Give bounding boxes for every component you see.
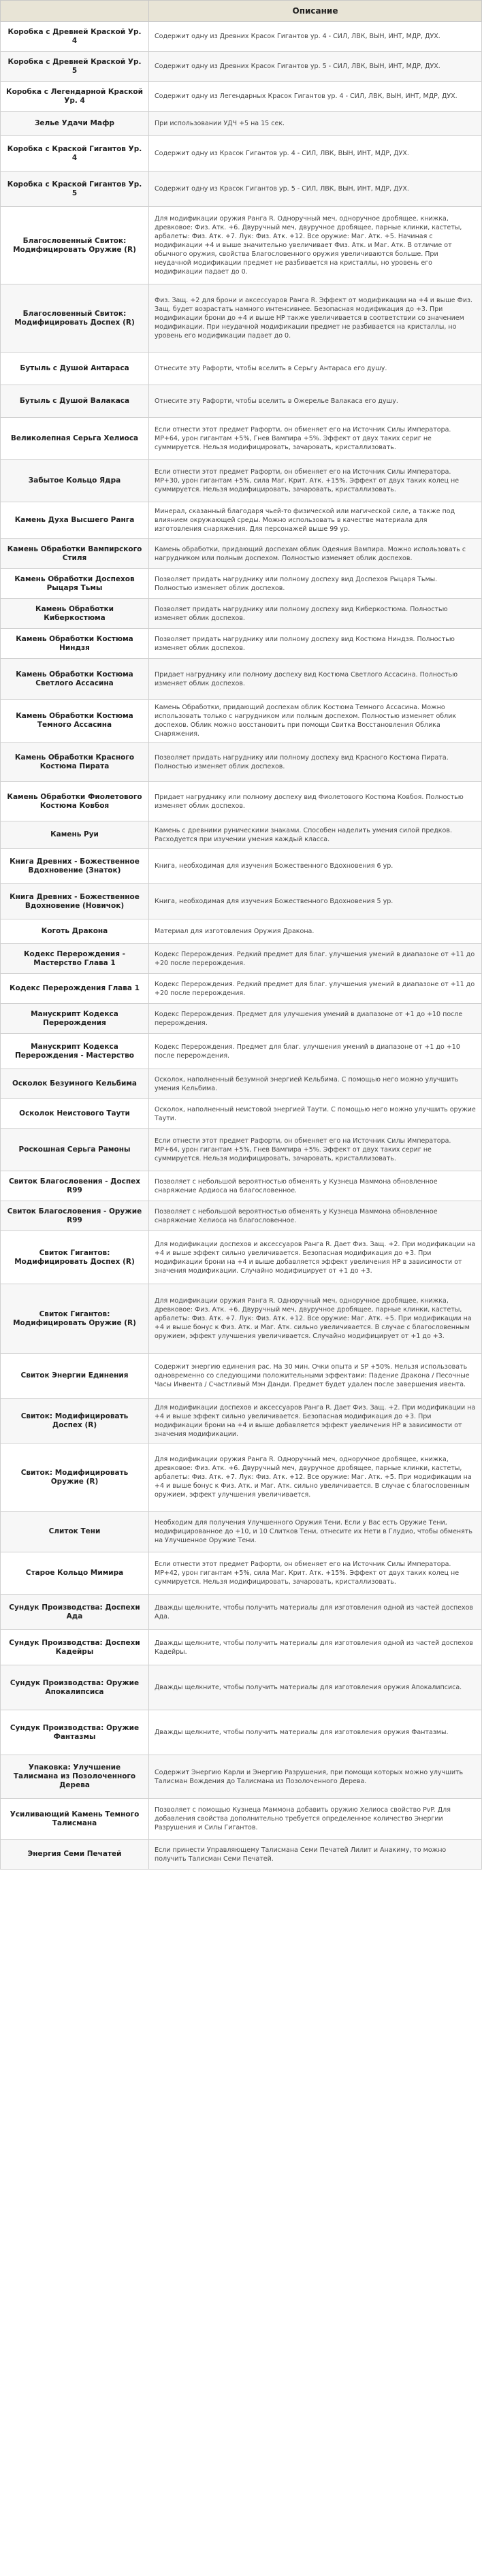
table-header-row bbox=[1, 1, 482, 22]
table-row bbox=[1, 821, 482, 849]
name-column-header bbox=[1, 1, 149, 22]
item-description: Если отнести этот предмет Рафорти, он обменяет его на Источник Силы Императора. MP+64, урон гигантам +5%, Гнев Вампира +5%. Эффект от двух таких сериг не суммируется. Нельзя модифицировать, зачаровать, кристаллизовать. bbox=[149, 418, 482, 460]
item-name: Старое Кольцо Мимира bbox=[1, 1552, 149, 1595]
table-row bbox=[1, 460, 482, 502]
table-row bbox=[1, 1034, 482, 1069]
item-description: Позволяет придать нагруднику или полному доспеху вид Киберкостюма. Полностью изменяет облик доспехов. bbox=[149, 599, 482, 629]
item-description: Позволяет придать нагруднику или полному доспеху вид Доспехов Рыцаря Тьмы. Полностью изменяет облик доспехов. bbox=[149, 569, 482, 599]
item-description: Кодекс Перерождения. Редкий предмет для благ. улучшения умений в диапазоне от +11 до +20 после перерождения. bbox=[149, 944, 482, 974]
item-name: Благословенный Свиток: Модифицировать Оружие (R) bbox=[1, 207, 149, 284]
item-name: Кодекс Перерождения Глава 1 bbox=[1, 974, 149, 1004]
item-name: Благословенный Свиток: Модифицировать Доспех (R) bbox=[1, 284, 149, 353]
item-description: Кодекс Перерождения. Редкий предмет для благ. улучшения умений в диапазоне от +11 до +20 после перерождения. bbox=[149, 974, 482, 1004]
item-description: Дважды щелкните, чтобы получить материалы для изготовления оружия Апокалипсиса. bbox=[149, 1665, 482, 1710]
item-description: Дважды щелкните, чтобы получить материалы для изготовления одной из частей доспехов Ада. bbox=[149, 1595, 482, 1630]
table-row bbox=[1, 353, 482, 385]
item-description: Дважды щелкните, чтобы получить материалы для изготовления оружия Фантазмы. bbox=[149, 1710, 482, 1755]
table-row bbox=[1, 1171, 482, 1201]
item-name: Свиток Благословения - Доспех R99 bbox=[1, 1171, 149, 1201]
table-row bbox=[1, 502, 482, 539]
table-row bbox=[1, 1444, 482, 1512]
item-name: Камень Обработки Фиолетового Костюма Ковбоя bbox=[1, 782, 149, 821]
item-description: Необходим для получения Улучшенного Оружия Тени. Если у Вас есть Оружие Тени, модифицированное до +10, и 10 Слитков Тени, отнесите их Нети в Глудио, чтобы обменять на Улучшенное Оружие Тени. bbox=[149, 1512, 482, 1552]
table-row bbox=[1, 284, 482, 353]
item-description: Кодекс Перерождения. Предмет для благ. улучшения умений в диапазоне от +1 до +10 после перерождения. bbox=[149, 1034, 482, 1069]
item-description: Если принести Управляющему Талисмана Семи Печатей Лилит и Анакиму, то можно получить Талисман Семи Печатей. bbox=[149, 1840, 482, 1870]
item-description: Минерал, сказанный благодаря чьей-то физической или магической силе, а также под влиянием окружающей среды. Можно использовать в качестве материала для изготовления снаряжения. Для персонажей выше 99 ур. bbox=[149, 502, 482, 539]
item-description: Содержит одну из Древних Красок Гигантов ур. 5 - СИЛ, ЛВК, ВЫН, ИНТ, МДР, ДУХ. bbox=[149, 52, 482, 82]
item-description: Для модификации оружия Ранга R. Одноручный меч, одноручное дробящее, книжка, древковое: Физ. Атк. +6. Двуручный меч, двуручное дробящее, парные клинки, кастеты, арбалеты: Физ. Атк. +7. Лук: Физ. Атк. +12. Все оружие: Маг. Атк. +5. При модификации на +4 и выше бонус к Физ. Атк. и Маг. Атк. сильно увеличивается. В случае с благословенным оружием, эффект улучшения увеличивается. Случайно модифицирует от +1 до +3. bbox=[149, 1284, 482, 1354]
item-name: Коробка с Древней Краской Ур. 4 bbox=[1, 22, 149, 52]
table-row bbox=[1, 1840, 482, 1870]
table-row bbox=[1, 1284, 482, 1354]
description-column-header: Описание bbox=[149, 1, 482, 22]
item-name: Свиток Благословения - Оружие R99 bbox=[1, 1201, 149, 1231]
item-name: Кодекс Перерождения - Мастерство Глава 1 bbox=[1, 944, 149, 974]
item-name: Свиток: Модифицировать Доспех (R) bbox=[1, 1399, 149, 1444]
table-row bbox=[1, 743, 482, 782]
item-name: Камень Обработки Красного Костюма Пирата bbox=[1, 743, 149, 782]
item-name: Энергия Семи Печатей bbox=[1, 1840, 149, 1870]
table-row bbox=[1, 1069, 482, 1099]
table-row bbox=[1, 82, 482, 112]
table-row bbox=[1, 1552, 482, 1595]
table-row bbox=[1, 849, 482, 884]
item-name: Книга Древних - Божественное Вдохновение (Знаток) bbox=[1, 849, 149, 884]
item-name: Камень Обработки Вампирского Стиля bbox=[1, 539, 149, 569]
item-name: Книга Древних - Божественное Вдохновение (Новичок) bbox=[1, 884, 149, 919]
item-name: Камень Обработки Костюма Светлого Ассасина bbox=[1, 659, 149, 700]
table-row bbox=[1, 659, 482, 700]
table-row bbox=[1, 1630, 482, 1665]
item-name: Свиток: Модифицировать Оружие (R) bbox=[1, 1444, 149, 1512]
item-name: Коробка с Древней Краской Ур. 5 bbox=[1, 52, 149, 82]
item-name: Манускрипт Кодекса Перерождения - Мастерство bbox=[1, 1034, 149, 1069]
item-description: Содержит одну из Древних Красок Гигантов ур. 4 - СИЛ, ЛВК, ВЫН, ИНТ, МДР, ДУХ. bbox=[149, 22, 482, 52]
table-body bbox=[1, 22, 482, 1870]
item-name: Великолепная Серьга Хелиоса bbox=[1, 418, 149, 460]
table-row bbox=[1, 919, 482, 944]
item-description: Содержит одну из Легендарных Красок Гигантов ур. 4 - СИЛ, ЛВК, ВЫН, ИНТ, МДР, ДУХ. bbox=[149, 82, 482, 112]
item-description: Если отнести этот предмет Рафорти, он обменяет его на Источник Силы Императора. MP+42, урон гигантам +5%, сила Маг. Крит. Атк. +15%. Эффект от двух таких колец не суммируется. Нельзя модифицировать, зачаровать, кристаллизовать. bbox=[149, 1552, 482, 1595]
item-name: Камень Духа Высшего Ранга bbox=[1, 502, 149, 539]
item-name: Роскошная Серьга Рамоны bbox=[1, 1129, 149, 1171]
item-description: Позволяет с небольшой вероятностью обменять у Кузнеца Маммона обновленное снаряжение Ардиоса на благословенное. bbox=[149, 1171, 482, 1201]
table-row bbox=[1, 1755, 482, 1799]
item-name: Сундук Производства: Оружие Фантазмы bbox=[1, 1710, 149, 1755]
item-name: Коробка с Легендарной Краской Ур. 4 bbox=[1, 82, 149, 112]
table-row bbox=[1, 1799, 482, 1840]
item-description: Камень с древними руническими знаками. Способен наделить умения силой предков. Расходуется при изучении умения каждый класса. bbox=[149, 821, 482, 849]
item-description: При использовании УДЧ +5 на 15 сек. bbox=[149, 112, 482, 136]
table-row bbox=[1, 629, 482, 659]
item-name: Камень Обработки Костюма Темного Ассасина bbox=[1, 700, 149, 743]
table-row bbox=[1, 944, 482, 974]
item-name: Усиливающий Камень Темного Талисмана bbox=[1, 1799, 149, 1840]
item-name: Свиток Гигантов: Модифицировать Доспех (R) bbox=[1, 1231, 149, 1284]
item-description: Позволяет с помощью Кузнеца Маммона добавить оружию Хелиоса свойство PvP. Для добавления свойства дополнительно требуется определенное количество Энергии Разрушения и Силы Гигантов. bbox=[149, 1799, 482, 1840]
item-name: Коробка с Краской Гигантов Ур. 4 bbox=[1, 136, 149, 172]
table-row bbox=[1, 207, 482, 284]
item-name: Камень Руи bbox=[1, 821, 149, 849]
item-description: Для модификации доспехов и аксессуаров Ранга R. Дает Физ. Защ. +2. При модификации на +4 и выше эффект сильно увеличивается. Безопасная модификация до +3. При модификации брони на +4 и выше добавляется эффект увеличения HP в зависимости от значения модификации. bbox=[149, 1399, 482, 1444]
item-name: Сундук Производства: Доспехи Ада bbox=[1, 1595, 149, 1630]
item-name: Коготь Дракона bbox=[1, 919, 149, 944]
item-description: Камень Обработки, придающий доспехам облик Костюма Темного Ассасина. Можно использовать только с нагрудником или полным доспехом. Полностью изменяет облик доспехов. Облик можно восстановить при помощи Свитка Восстановления Облика Снаряжения. bbox=[149, 700, 482, 743]
table-row bbox=[1, 1710, 482, 1755]
table-row bbox=[1, 599, 482, 629]
item-name: Сундук Производства: Доспехи Кадейры bbox=[1, 1630, 149, 1665]
table-row bbox=[1, 1129, 482, 1171]
item-name: Забытое Кольцо Ядра bbox=[1, 460, 149, 502]
item-name: Камень Обработки Киберкостюма bbox=[1, 599, 149, 629]
item-name: Манускрипт Кодекса Перерождения bbox=[1, 1004, 149, 1034]
item-name: Осколок Неистового Таути bbox=[1, 1099, 149, 1129]
item-description: Позволяет с небольшой вероятностью обменять у Кузнеца Маммона обновленное снаряжение Хелиоса на благословенное. bbox=[149, 1201, 482, 1231]
item-description: Книга, необходимая для изучения Божественного Вдохновения 5 ур. bbox=[149, 884, 482, 919]
table-row bbox=[1, 52, 482, 82]
item-description: Кодекс Перерождения. Предмет для улучшения умений в диапазоне от +1 до +10 после перерождения. bbox=[149, 1004, 482, 1034]
table-row bbox=[1, 1595, 482, 1630]
item-description: Для модификации доспехов и аксессуаров Ранга R. Дает Физ. Защ. +2. При модификации на +4 и выше эффект сильно увеличивается. Безопасная модификация до +3. При модификации брони на +4 и выше добавляется эффект увеличения HP в зависимости от значения модификации. Случайно модифицирует от +1 до +3. bbox=[149, 1231, 482, 1284]
item-description: Осколок, наполненный безумной энергией Кельбима. С помощью него можно улучшить умения Кельбима. bbox=[149, 1069, 482, 1099]
item-name: Бутыль с Душой Валакаса bbox=[1, 385, 149, 418]
item-description: Осколок, наполненный неистовой энергией Таути. С помощью него можно улучшить оружие Таути. bbox=[149, 1099, 482, 1129]
item-description: Дважды щелкните, чтобы получить материалы для изготовления одной из частей доспехов Кадейры. bbox=[149, 1630, 482, 1665]
item-name: Слиток Тени bbox=[1, 1512, 149, 1552]
table-row bbox=[1, 172, 482, 207]
table-row bbox=[1, 1099, 482, 1129]
item-description: Содержит одну из Красок Гигантов ур. 4 - СИЛ, ЛВК, ВЫН, ИНТ, МДР, ДУХ. bbox=[149, 136, 482, 172]
item-description: Если отнести этот предмет Рафорти, он обменяет его на Источник Силы Императора. MP+30, урон гигантам +5%, сила Маг. Крит. Атк. +15%. Эффект от двух таких колец не суммируется. Нельзя модифицировать, зачаровать, кристаллизовать. bbox=[149, 460, 482, 502]
item-name: Упаковка: Улучшение Талисмана из Позолоченного Дерева bbox=[1, 1755, 149, 1799]
table-row bbox=[1, 136, 482, 172]
table-row bbox=[1, 385, 482, 418]
item-description: Содержит энергию единения рас. На 30 мин. Очки опыта и SP +50%. Нельзя использовать одновременно со следующими положительными эффектами: Падение Дракона / Песочные Часы Инвента / Счастливый Мэн Данди. Предмет будет удален после завершения ивента. bbox=[149, 1354, 482, 1399]
item-description: Книга, необходимая для изучения Божественного Вдохновения 6 ур. bbox=[149, 849, 482, 884]
table-row bbox=[1, 569, 482, 599]
item-description: Отнесите эту Рафорти, чтобы вселить в Ожерелье Валакаса его душу. bbox=[149, 385, 482, 418]
item-description: Содержит одну из Красок Гигантов ур. 5 - СИЛ, ЛВК, ВЫН, ИНТ, МДР, ДУХ. bbox=[149, 172, 482, 207]
item-description: Материал для изготовления Оружия Дракона. bbox=[149, 919, 482, 944]
item-name: Камень Обработки Костюма Ниндзя bbox=[1, 629, 149, 659]
item-description: Для модификации оружия Ранга R. Одноручный меч, одноручное дробящее, книжка, древковое: Физ. Атк. +6. Двуручный меч, двуручное дробящее, парные клинки, кастеты, арбалеты: Физ. Атк. +7. Лук: Физ. Атк. +12. Все оружие: Маг. Атк. +5. При модификации на +4 и выше бонус к Физ. Атк. и Маг. Атк. сильно увеличивается. В случае с благословенным оружием, эффект улучшения увеличивается. bbox=[149, 1444, 482, 1512]
item-name: Зелье Удачи Мафр bbox=[1, 112, 149, 136]
table-row bbox=[1, 539, 482, 569]
item-name: Сундук Производства: Оружие Апокалипсиса bbox=[1, 1665, 149, 1710]
table-row bbox=[1, 22, 482, 52]
item-description: Физ. Защ. +2 для брони и аксессуаров Ранга R. Эффект от модификации на +4 и выше Физ. Защ. будет возрастать намного интенсивнее. Безопасная модификация до +3. При модификации брони до +4 и выше HP также увеличивается в соответствии со значением модификации. При неудачной модификации предмет не разбивается на кристаллы, но уровень его модификации падает до 0. bbox=[149, 284, 482, 353]
table-row bbox=[1, 1399, 482, 1444]
item-name: Свиток Гигантов: Модифицировать Оружие (R) bbox=[1, 1284, 149, 1354]
table-row bbox=[1, 1354, 482, 1399]
table-row bbox=[1, 782, 482, 821]
item-description: Камень обработки, придающий доспехам облик Одеяния Вампира. Можно использовать с нагрудником или полным доспехом. Полностью изменяет облик доспехов. bbox=[149, 539, 482, 569]
item-description: Отнесите эту Рафорти, чтобы вселить в Серьгу Антараса его душу. bbox=[149, 353, 482, 385]
table-row bbox=[1, 884, 482, 919]
item-description: Придает нагруднику или полному доспеху вид Костюма Светлого Ассасина. Полностью изменяет облик доспехов. bbox=[149, 659, 482, 700]
table-row bbox=[1, 1004, 482, 1034]
item-description: Позволяет придать нагруднику или полному доспеху вид Костюма Ниндзя. Полностью изменяет облик доспехов. bbox=[149, 629, 482, 659]
item-description: Придает нагруднику или полному доспеху вид Фиолетового Костюма Ковбоя. Полностью изменяет облик доспехов. bbox=[149, 782, 482, 821]
item-description: Если отнести этот предмет Рафорти, он обменяет его на Источник Силы Императора. MP+64, урон гигантам +5%, Гнев Вампира +5%. Эффект от двух таких сериг не суммируется. Нельзя модифицировать, зачаровать, кристаллизовать. bbox=[149, 1129, 482, 1171]
item-description: Позволяет придать нагруднику или полному доспеху вид Красного Костюма Пирата. Полностью изменяет облик доспехов. bbox=[149, 743, 482, 782]
item-name: Свиток Энергии Единения bbox=[1, 1354, 149, 1399]
item-name: Осколок Безумного Кельбима bbox=[1, 1069, 149, 1099]
table-row bbox=[1, 418, 482, 460]
item-name: Бутыль с Душой Антараса bbox=[1, 353, 149, 385]
item-name: Камень Обработки Доспехов Рыцаря Тьмы bbox=[1, 569, 149, 599]
item-description: Содержит Энергию Карли и Энергию Разрушения, при помощи которых можно улучшить Талисман Вождения до Талисмана из Позолоченного Дерева. bbox=[149, 1755, 482, 1799]
table-row bbox=[1, 1231, 482, 1284]
item-description: Для модификации оружия Ранга R. Одноручный меч, одноручное дробящее, книжка, древковое: Физ. Атк. +6. Двуручный меч, двуручное дробящее, парные клинки, кастеты, арбалеты: Физ. Атк. +7. Лук: Физ. Атк. +12. Все оружие: Маг. Атк. +5. Начиная с модификации +4 и выше значительно увеличивает Физ. Атк. и Маг. Атк. В отличие от обычного оружия, свойства Благословенного оружия увеличиваются больше. При неудачной модификации предмет не разбивается на кристаллы, но уровень его модификации падает до 0. bbox=[149, 207, 482, 284]
table-row bbox=[1, 974, 482, 1004]
table-row bbox=[1, 112, 482, 136]
table-row bbox=[1, 1512, 482, 1552]
table-row bbox=[1, 700, 482, 743]
table-row bbox=[1, 1201, 482, 1231]
item-name: Коробка с Краской Гигантов Ур. 5 bbox=[1, 172, 149, 207]
table-row bbox=[1, 1665, 482, 1710]
